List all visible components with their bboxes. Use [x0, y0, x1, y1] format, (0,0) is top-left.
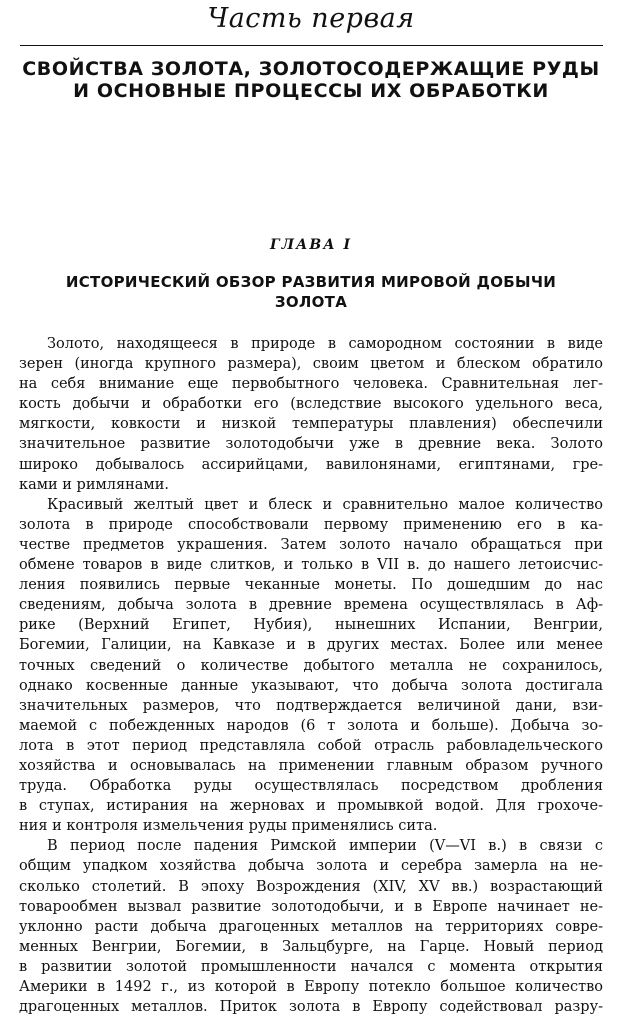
text-line: однако косвенные данные указывают, что добыча золота достигала: [19, 677, 603, 694]
part-heading-line-2: И ОСНОВНЫЕ ПРОЦЕССЫ ИХ ОБРАБОТКИ: [73, 80, 549, 102]
part-heading-line-1: СВОЙСТВА ЗОЛОТА, ЗОЛОТОСОДЕРЖАЩИЕ РУДЫ: [22, 58, 600, 80]
text-line: маемой с побежденных народов (6 т золота и больше). Добыча зо-: [19, 717, 603, 734]
text-line: золота в природе способствовали первому применению его в ка-: [19, 516, 603, 533]
part-heading: [18, 58, 604, 102]
text-line: на себя внимание еще первобытного человека. Сравнительная лег-: [19, 376, 603, 393]
text-line: рике (Верхний Египет, Нубия), нынешних Испании, Венгрии,: [19, 617, 603, 634]
text-line: мягкости, ковкости и низкой температуры плавления) обеспечили: [19, 416, 603, 433]
text-line: ления появились первые чеканные монеты. По дошедшим до нас: [19, 577, 603, 594]
text-line: значительное развитие золотодобычи уже в древние века. Золото: [19, 436, 603, 453]
chapter-title-line-1: ИСТОРИЧЕСКИЙ ОБЗОР РАЗВИТИЯ МИРОВОЙ ДОБЫЧИ: [65, 273, 557, 291]
title-rule: [20, 45, 603, 46]
part-title: Часть первая: [207, 3, 415, 34]
text-line: сколько столетий. В эпоху Возрождения (XIV, XV вв.) возрастающий: [19, 878, 603, 895]
chapter-title-line-2: ЗОЛОТА: [274, 293, 348, 311]
chapter-label: ГЛАВА I: [269, 237, 353, 253]
text-line: хозяйства и основывалась на применении главным образом ручного: [19, 757, 603, 774]
text-line: уклонно расти добыча драгоценных металлов на территориях совре-: [19, 918, 603, 935]
body-text: [19, 334, 603, 1017]
paragraph-2: [19, 495, 603, 837]
text-line: значительных размеров, что подтверждается величиной дани, взи-: [19, 697, 603, 714]
text-line: широко добывалось ассирийцами, вавилонянами, египтянами, гре-: [19, 456, 603, 473]
paragraph-1: [19, 334, 603, 495]
text-line: Золото, находящееся в природе в самородном состоянии в виде: [47, 336, 603, 352]
text-line: в развитии золотой промышленности начался с момента открытия: [19, 958, 603, 975]
paragraph-3: [19, 836, 603, 1017]
text-line: обмене товаров в виде слитков, и только в VII в. до нашего летоисчис-: [19, 557, 603, 574]
text-line: ния и контроля измельчения руды применялись сита.: [19, 818, 438, 835]
text-line: лота в этот период представляла собой отрасль рабовладельческого: [19, 737, 603, 754]
text-line: Богемии, Галиции, на Кавказе и в других местах. Более или менее: [19, 637, 603, 654]
text-line: Красивый желтый цвет и блеск и сравнительно малое количество: [47, 496, 603, 513]
text-line: зерен (иногда крупного размера), своим цветом и блеском обратило: [19, 356, 603, 373]
text-line: кость добычи и обработки его (вследствие высокого удельного веса,: [19, 396, 603, 413]
text-line: в ступах, истирания на жерновах и промывкой водой. Для грохоче-: [19, 798, 603, 815]
text-line: В период после падения Римской империи (V—VI в.) в связи с: [47, 838, 603, 855]
text-line: труда. Обработка руды осуществлялась посредством дробления: [19, 778, 603, 795]
text-line: менных Венгрии, Богемии, в Зальцбурге, на Гарце. Новый период: [19, 938, 603, 955]
text-line: товарообмен вызвал развитие золотодобычи, и в Европе начинает не-: [19, 898, 603, 915]
text-line: ками и римлянами.: [19, 476, 169, 493]
text-line: честве предметов украшения. Затем золото начало обращаться при: [19, 536, 603, 553]
text-line: драгоценных металлов. Приток золота в Европу содействовал разру-: [19, 999, 603, 1016]
chapter-title: [30, 272, 592, 312]
text-line: сведениям, добыча золота в древние времена осуществлялась в Аф-: [19, 597, 603, 614]
text-line: общим упадком хозяйства добыча золота и серебра замерла на не-: [19, 858, 603, 875]
text-line: точных сведений о количестве добытого металла не сохранилось,: [19, 657, 603, 674]
text-line: Америки в 1492 г., из которой в Европу потекло большое количество: [19, 979, 603, 995]
